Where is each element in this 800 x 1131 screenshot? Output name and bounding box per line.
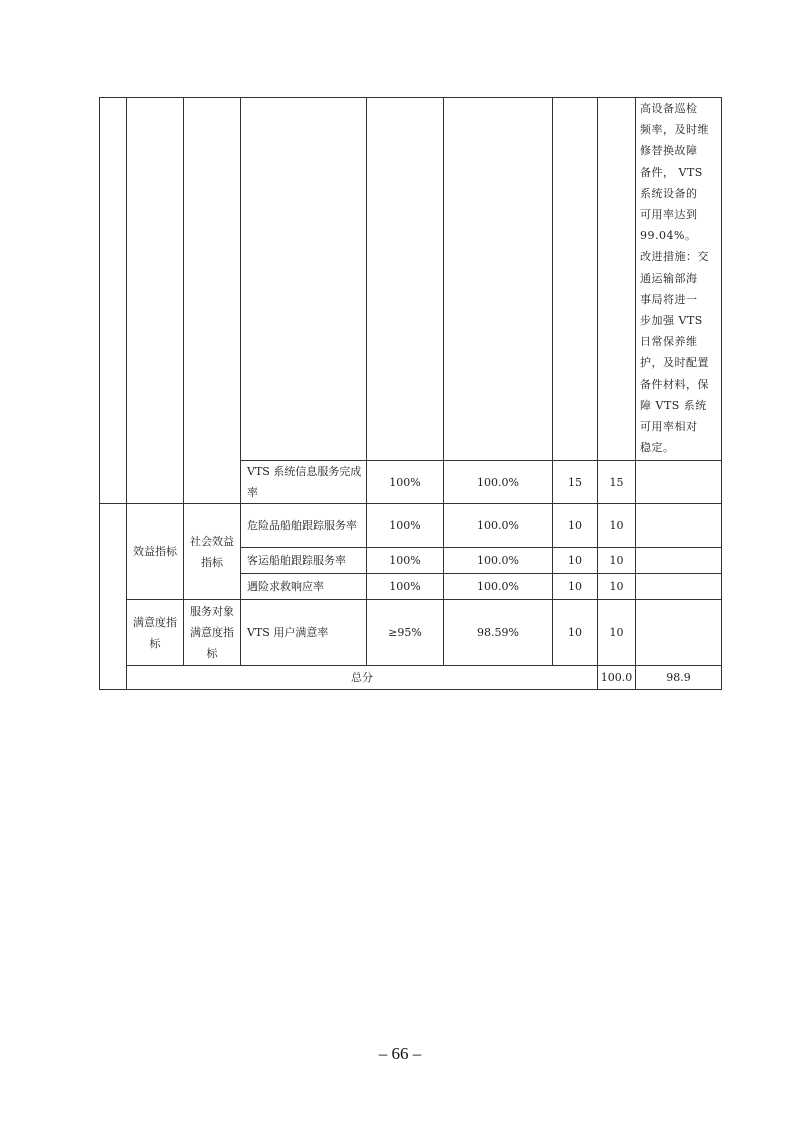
actual-value: 98.59% [444,600,553,666]
cell-blank-actual [444,98,553,461]
target-value: 100% [367,548,444,574]
deviation-note [636,548,722,574]
table-row [100,504,722,548]
weight-value: 10 [553,574,598,600]
note-line: 事局将进一 [640,292,698,306]
performance-table [99,97,722,690]
weight-value: 10 [553,600,598,666]
cell-blank-score [598,98,636,461]
cell-blank-weight [553,98,598,461]
level2-indicator: 服务对象满意度指标 [184,600,241,666]
cell-blank-col1 [100,98,127,504]
weight-value: 10 [553,548,598,574]
cell-blank-col3 [184,98,241,504]
target-value: 100% [367,574,444,600]
level2-indicator: 社会效益指标 [184,504,241,600]
actual-value: 100.0% [444,504,553,548]
page-number: – 66 – [378,1044,422,1063]
target-value: 100% [367,461,444,504]
deviation-note [636,504,722,548]
note-line: 频率，及时维 [640,123,709,137]
deviation-note [636,600,722,666]
score-value: 15 [598,461,636,504]
note-line: 稳定。 [640,441,675,455]
note-line: 护，及时配置 [640,356,709,370]
indicator-name: 客运船舶跟踪服务率 [241,548,367,574]
target-value: 100% [367,504,444,548]
note-line: 修替换故障 [640,144,698,158]
weight-value: 15 [553,461,598,504]
cell-blank-indicator [241,98,367,461]
cell-blank-col2 [127,98,184,504]
note-line: 99.04%。 [640,229,697,243]
score-value: 10 [598,504,636,548]
score-value: 10 [598,574,636,600]
note-line: 步加强 VTS [640,314,703,328]
actual-value: 100.0% [444,548,553,574]
indicator-name: 危险品船舶跟踪服务率 [241,504,367,548]
total-weight: 100.0 [598,666,636,690]
actual-value: 100.0% [444,574,553,600]
note-line: 系统设备的 [640,186,698,200]
target-value: ≥95% [367,600,444,666]
note-line: 高设备巡检 [640,102,698,115]
table-row [100,98,722,461]
actual-value: 100.0% [444,461,553,504]
note-line: 日常保养维 [640,335,698,349]
total-label: 总分 [127,666,598,690]
indicator-name: 遇险求救响应率 [241,574,367,600]
deviation-note [636,461,722,504]
deviation-note [636,574,722,600]
level1-indicator: 满意度指标 [127,600,184,666]
total-row [100,666,722,690]
note-line: 改进措施：交 [640,250,709,264]
note-line: 障 VTS 系统 [640,398,707,412]
cell-blank-target [367,98,444,461]
table-row [100,600,722,666]
indicator-name: VTS 系统信息服务完成率 [241,461,367,504]
note-line: 备件， VTS [640,165,703,179]
score-value: 10 [598,548,636,574]
score-value: 10 [598,600,636,666]
note-line: 备件材料，保 [640,377,709,391]
note-line: 可用率相对 [640,420,698,434]
indicator-name: VTS 用户满意率 [241,600,367,666]
level1-indicator: 效益指标 [127,504,184,600]
note-line: 可用率达到 [640,208,698,222]
deviation-note-cell [636,98,722,461]
cell-blank-col1 [100,504,127,690]
weight-value: 10 [553,504,598,548]
total-score: 98.9 [636,666,722,690]
note-line: 通运输部海 [640,271,698,285]
